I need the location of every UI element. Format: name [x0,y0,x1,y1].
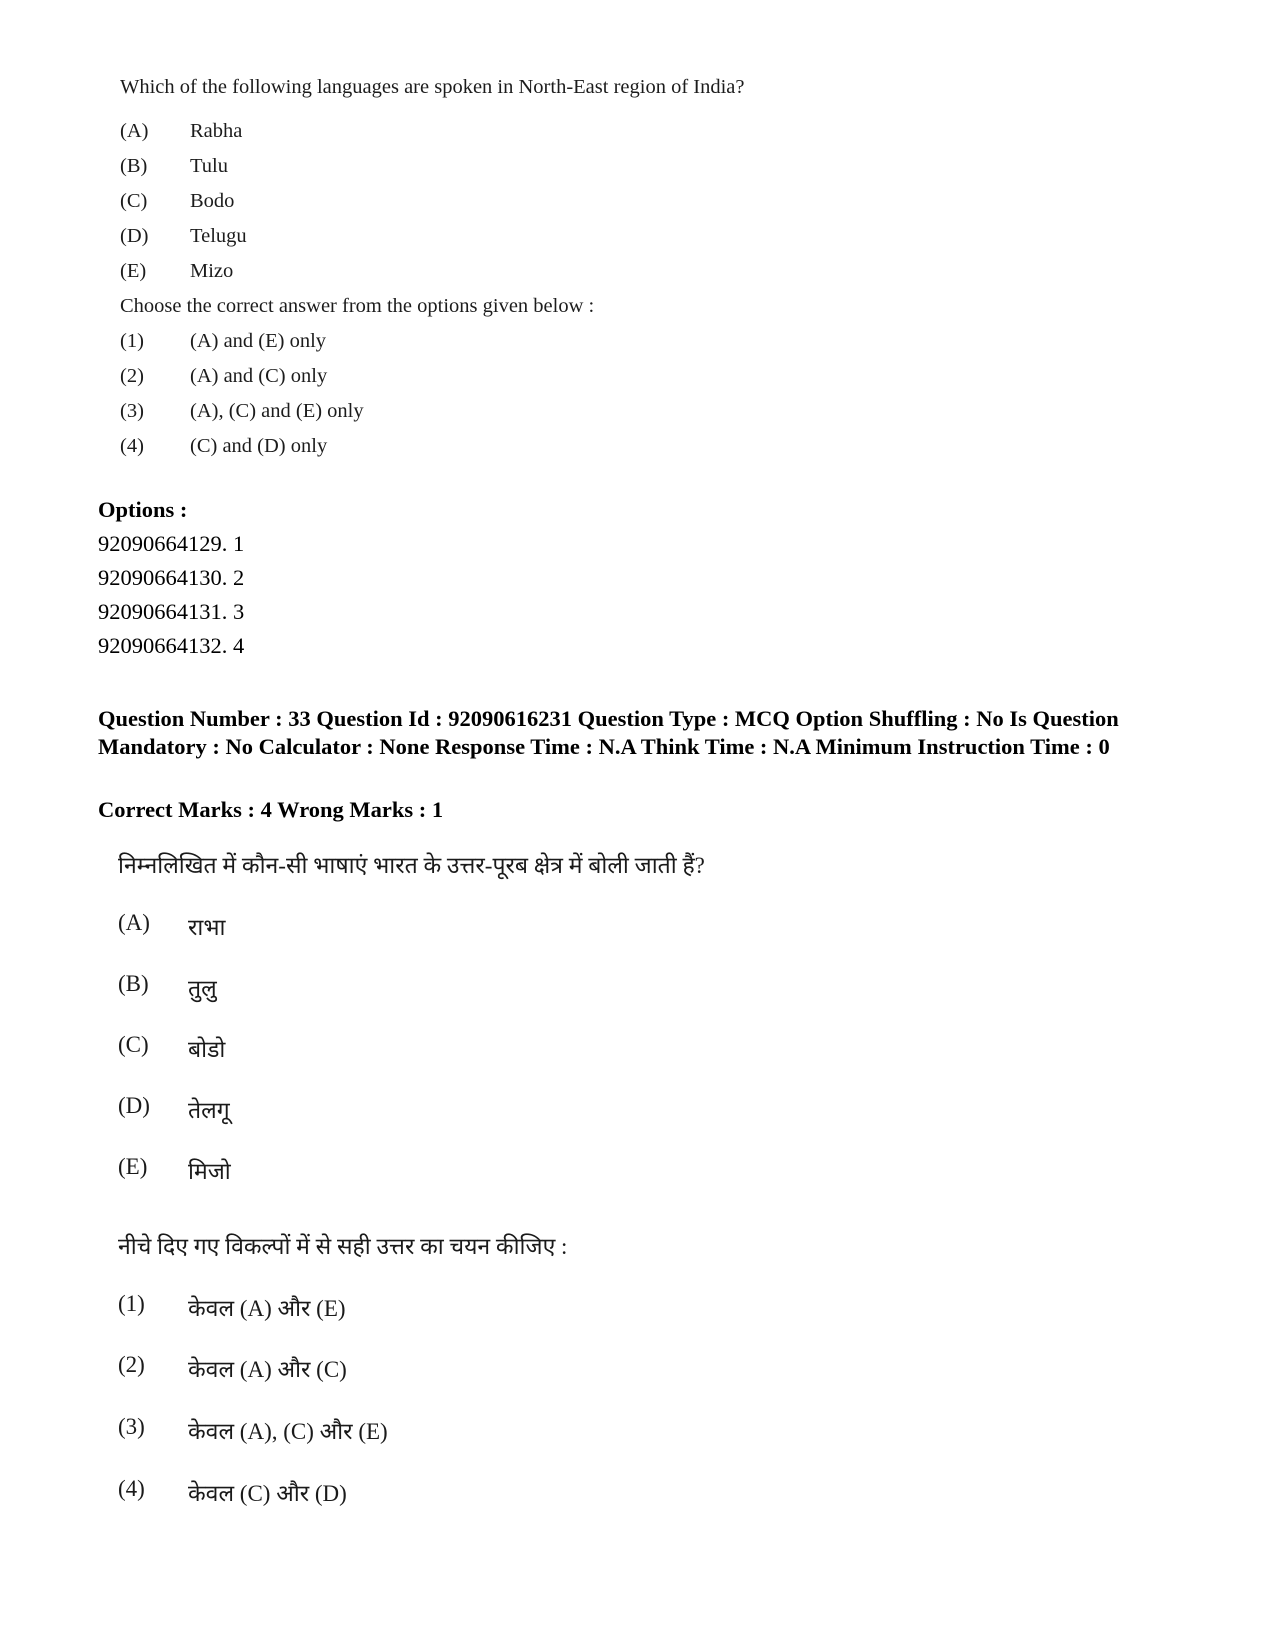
item-text: Mizo [190,260,234,282]
hindi-question-stem: निम्नलिखित में कौन-सी भाषाएं भारत के उत्तर-पूरब क्षेत्र में बोली जाती हैं? [118,853,705,878]
item-label: (A) [120,120,149,142]
option-item: 92090664131. 3 [98,599,245,624]
choice-text: (A), (C) and (E) only [190,400,364,422]
question-marks: Correct Marks : 4 Wrong Marks : 1 [98,797,444,822]
choice-text: केवल (A) और (C) [188,1357,347,1382]
english-instruction: Choose the correct answer from the options given below : [120,295,595,317]
choice-text: (A) and (C) only [190,365,328,387]
item-text: बोडो [188,1037,226,1062]
item-label: (B) [118,971,149,996]
question-metadata: Question Number : 33 Question Id : 92090616231 Question Type : MCQ Option Shuffling : No Is Question Mandatory : No Calculator : None Response Time : N.A Think Time : N.A Minimum Instruction Time : 0 [98,706,1119,759]
item-label: (E) [118,1154,148,1179]
options-block [98,493,244,663]
item-label: (D) [120,225,149,247]
item-text: मिजो [188,1159,231,1184]
choice-label: (2) [120,365,144,387]
options-heading: Options : [98,497,188,522]
option-item: 92090664129. 1 [98,531,245,556]
english-question-stem: Which of the following languages are spoken in North-East region of India? [120,76,745,98]
choice-text: केवल (A) और (E) [188,1296,346,1321]
hindi-instruction: नीचे दिए गए विकल्पों में से सही उत्तर का चयन कीजिए : [118,1234,568,1259]
option-item: 92090664130. 2 [98,565,245,590]
item-text: Tulu [190,155,228,177]
item-text: Bodo [190,190,235,212]
choice-label: (1) [120,330,144,352]
choice-label: (3) [120,400,144,422]
item-label: (E) [120,260,147,282]
choice-text: (A) and (E) only [190,330,327,352]
choice-label: (2) [118,1352,145,1377]
item-label: (B) [120,155,148,177]
item-text: राभा [188,915,226,940]
item-label: (C) [120,190,148,212]
choice-text: केवल (A), (C) और (E) [188,1419,388,1444]
item-text: तुलु [188,976,217,1001]
choice-label: (1) [118,1291,145,1316]
item-text: Rabha [190,120,243,142]
item-text: Telugu [190,225,247,247]
choice-label: (4) [118,1476,145,1501]
choice-label: (4) [120,435,144,457]
item-label: (C) [118,1032,149,1057]
item-text: तेलगू [188,1098,230,1123]
choice-text: केवल (C) और (D) [188,1481,347,1506]
choice-text: (C) and (D) only [190,435,328,457]
item-label: (A) [118,910,150,935]
choice-label: (3) [118,1414,145,1439]
item-label: (D) [118,1093,150,1118]
option-item: 92090664132. 4 [98,633,245,658]
